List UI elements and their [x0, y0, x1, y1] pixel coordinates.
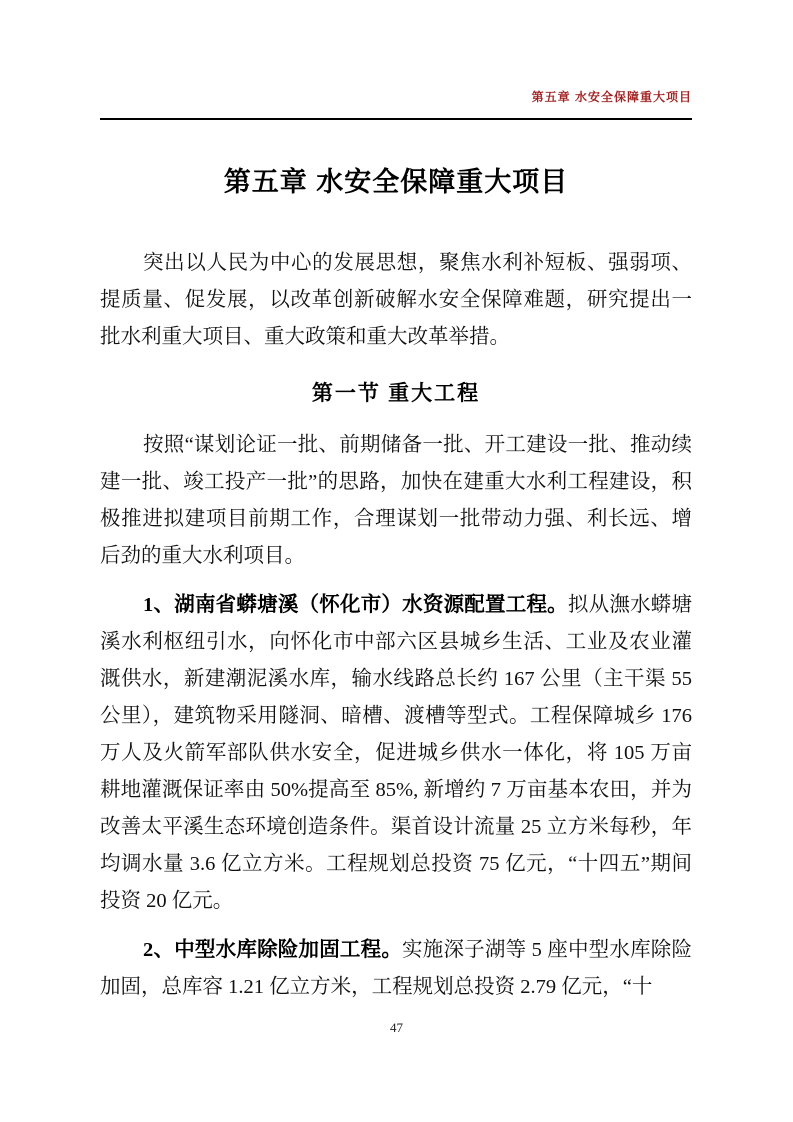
section-heading: 第一节 重大工程 — [311, 381, 481, 405]
chapter-title: 第五章 水安全保障重大项目 — [223, 167, 569, 197]
paragraph-intro: 突出以人民为中心的发展思想，聚焦水利补短板、强弱项、提质量、促发展，以改革创新破解水安全保障难题，研究提出一批水利重大项目、重大政策和重大改革举措。 — [100, 252, 692, 348]
paragraph-approach: 按照“谋划论证一批、前期储备一批、开工建设一批、推动续建一批、竣工投产一批”的思路，加快在建重大水利工程建设，积极推进拟建项目前期工作，合理谋划一批带动力强、利长远、增后劲的重大水利项目。 — [100, 434, 692, 567]
item-2-lead: 2、中型水库除险加固工程。 — [143, 939, 403, 961]
paragraph-item-1 — [100, 587, 692, 920]
page-number: 47 — [390, 1020, 403, 1035]
running-header: 第五章 水安全保障重大项目 — [531, 90, 692, 104]
page-content — [100, 152, 692, 1006]
paragraph-item-2 — [100, 932, 692, 1006]
item-1-lead: 1、湖南省蟒塘溪（怀化市）水资源配置工程。 — [143, 594, 568, 616]
item-1-text: 拟从潕水蟒塘溪水利枢纽引水，向怀化市中部六区县城乡生活、工业及农业灌溉供水，新建潮泥溪水库，输水线路总长约 167 公里（主干渠 55 公里），建筑物采用隧洞、暗槽、渡槽等型式。工程保障城乡 176 万人及火箭军部队供水安全，促进城乡供水一体化，将 105 万亩耕地灌溉保证率由 50%提高至 85%, 新增约 7 万亩基本农田，并为改善太平溪生态环境创造条件。渠首设计流量 25 立方米每秒，年均调水量 3.6 亿立方米。工程规划总投资 75 亿元，“十四五”期间投资 20 亿元。 — [100, 594, 693, 912]
header-rule — [100, 118, 692, 120]
item-2-text: 实施深子湖等 5 座中型水库除险加固，总库容 1.21 亿立方米，工程规划总投资 2.79 亿元，“十 — [100, 939, 693, 998]
